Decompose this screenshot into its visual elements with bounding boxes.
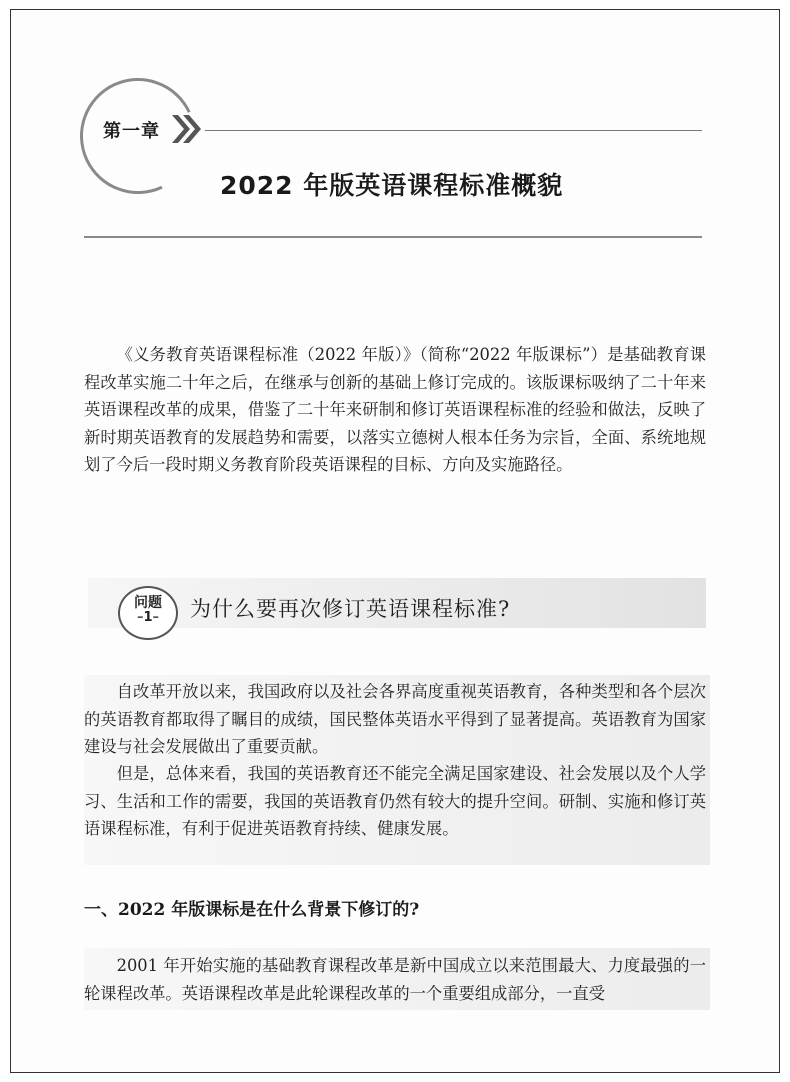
answer-paragraph-2: 但是，总体来看，我国的英语教育还不能完全满足国家建设、社会发展以及个人学习、生活和工作的需要，我国的英语教育仍然有较大的提升空间。研制、实施和修订英语课程标准，有利于促进英语教育持续、健康发展。 — [84, 764, 706, 838]
question-badge-label: 问题 — [134, 595, 162, 611]
chapter-rule-bottom — [84, 236, 702, 238]
answer-paragraph-1: 自改革开放以来，我国政府以及社会各界高度重视英语教育，各种类型和各个层次的英语教育都取得了瞩目的成绩，国民整体英语水平得到了显著提高。英语教育为国家建设与社会发展做出了重要贡献。 — [84, 682, 706, 756]
chapter-title: 2022 年版英语课程标准概貌 — [220, 171, 564, 200]
intro-paragraph: 《义务教育英语课程标准（2022 年版）》（简称“2022 年版课标”）是基础教育课程改革实施二十年之后，在继承与创新的基础上修订完成的。该版课标吸纳了二十年来英语课程改革的成果，借鉴了二十年来研制和修订英语课程标准的经验和做法，反映了新时期英语教育的发展趋势和需要，以落实立德树人根本任务为宗旨，全面、系统地规划了今后一段时期义务教育阶段英语课程的目标、方向及实施路径。 — [84, 345, 706, 474]
section-paragraph: 2001 年开始实施的基础教育课程改革是新中国成立以来范围最大、力度最强的一轮课程改革。英语课程改革是此轮课程改革的一个重要组成部分，一直受 — [84, 956, 706, 1003]
chapter-label: 第一章 — [103, 121, 160, 142]
double-chevron-icon — [170, 113, 204, 145]
section-heading: 一、2022 年版课标是在什么背景下修订的? — [84, 900, 420, 920]
question-badge-number: 1 — [143, 610, 153, 625]
question-badge-number-row: –1– — [136, 610, 160, 625]
question-title: 为什么要再次修订英语课程标准? — [190, 597, 511, 621]
chapter-rule-top — [205, 130, 702, 131]
